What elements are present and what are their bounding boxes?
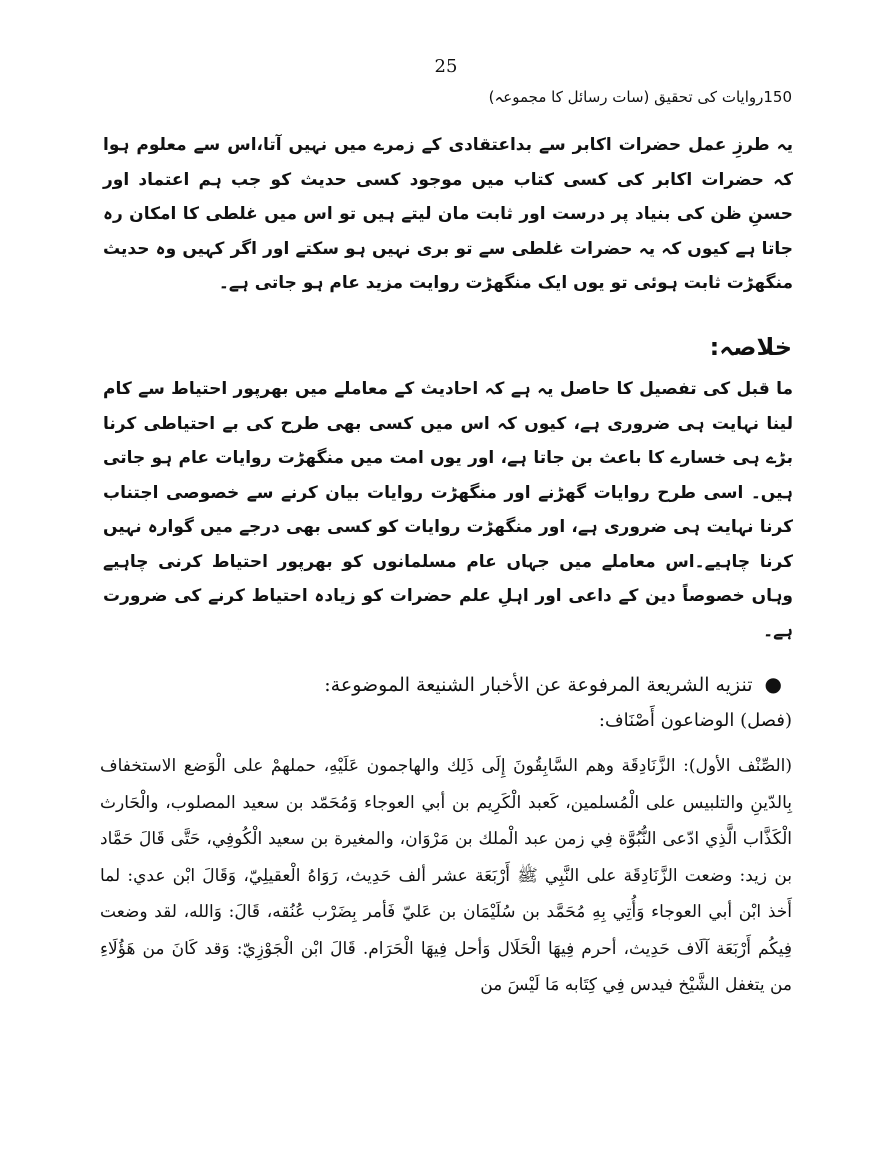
arabic-paragraph: (الصِّنْف الأول): الزَّنَادِقَة وهم السَّابِقُونَ إِلَى ذَلِك والهاجمون عَلَيْهِ، حملهمْ على الْوَضع الاستخفاف بِالدّينِ والتلبيس على الْمُسلمين، كَعبد الْكَرِيم بن أبي العوجاء وَمُحَمّد بن سعيد المصلوب، والْحَارث الْكَذَّاب الَّذِي ادّعى النُّبُوَّة فِي زمن عبد الْملك بن مَرْوَان، والمغيرة بن سعيد الْكُوفِي، حَتَّى قَالَ حَمَّاد بن زيد: وضعت الزَّنَادِقَة على النَّبِي ﷺ أَرْبَعَة عشر ألف حَدِيث، رَوَاهُ الْعقيلِيّ، وَقَالَ ابْن عدي: لما أَخذ ابْن أبي العوجاء وَأُتِي بِهِ مُحَمَّد بن سُلَيْمَان بن عَليّ فَأمر بِضَرْب عُنُقه، قَالَ: وَالله، لقد وضعت فِيكُم أَرْبَعَة آلَاف حَدِيث، أحرم فِيهَا الْحَلَال وَأحل فِيهَا الْحَرَام. قَالَ ابْن الْجَوْزِيّ: وَقد كَانَ من هَؤُلَاءِ من يتغفل الشَّيْخ فيدس فِي كِتَابه مَا لَيْسَ من (100, 756, 792, 995)
arabic-subheading: (فصل) الوضاعون أَصْنَاف: (598, 710, 792, 731)
bullet-icon: ● (764, 672, 782, 696)
running-header: 150روایات کی تحقیق (سات رسائل کا مجموعہ) (488, 88, 792, 106)
page-number: 25 (434, 56, 458, 77)
arabic-source-title-text: تنزيه الشريعة المرفوعة عن الأخبار الشنيعة الموضوعة: (324, 674, 753, 696)
arabic-source-title (324, 672, 782, 696)
urdu-paragraph-1: یہ طرزِ عمل حضرات اکابر سے بداعتقادی کے زمرے میں نہیں آتا،اس سے معلوم ہوا کہ حضرات اکابر کی کسی کتاب میں موجود کسی حدیث کو جب ہم اعتماد اور حسنِ ظن کی بنیاد پر درست اور ثابت مان لیتے ہیں تو اس میں غلطی کا امکان رہ جاتا ہے کیوں کہ یہ حضرات غلطی سے تو بری نہیں ہو سکتے اور اگر کہیں وہ حدیث منگھڑت ثابت ہوئی تو یوں ایک منگھڑت روایت مزید عام ہو جاتی ہے۔ (103, 135, 793, 293)
urdu-paragraph-2: ما قبل کی تفصیل کا حاصل یہ ہے کہ احادیث کے معاملے میں بھرپور احتیاط سے کام لینا نہایت ہی ضروری ہے، کیوں کہ اس میں کسی بھی طرح کی بے احتیاطی کرنا بڑے ہی خسارے کا باعث بن جاتا ہے، اور یوں امت میں منگھڑت روایات عام ہو جاتی ہیں۔ اسی طرح روایات گھڑنے اور منگھڑت روایات بیان کرنے سے خصوصی اجتناب کرنا نہایت ہی ضروری ہے، اور منگھڑت روایات کو کسی بھی درجے میں گوارہ نہیں کرنا چاہیے۔اس معاملے میں جہاں عام مسلمانوں کو بھرپور احتیاط کرنی چاہیے وہاں خصوصاً دین کے داعی اور اہلِ علم حضرات کو زیادہ احتیاط کرنے کی ضرورت ہے۔ (103, 379, 793, 641)
summary-heading: خلاصہ: (709, 333, 792, 361)
